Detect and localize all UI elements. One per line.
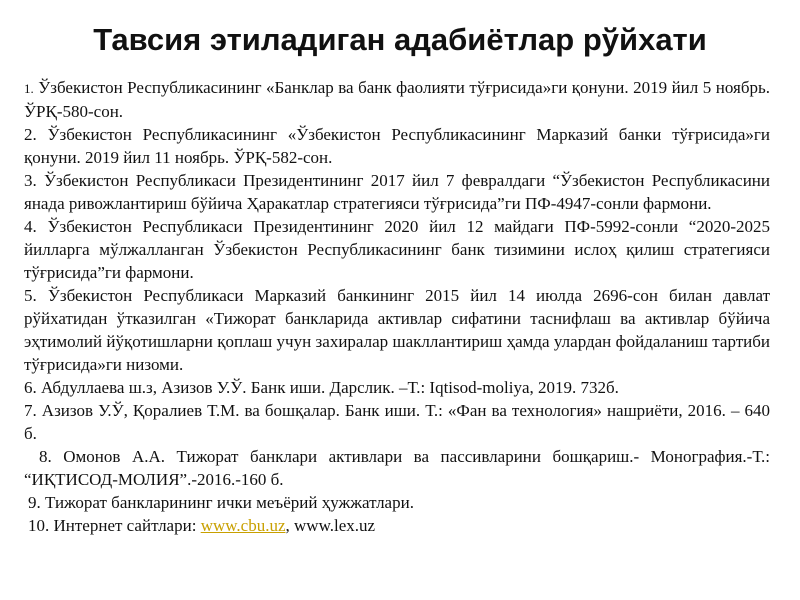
cbu-link[interactable]: www.cbu.uz [200, 516, 286, 535]
list-item [24, 514, 770, 537]
item-text: Абдуллаева ш.з, Азизов У.Ў. Банк иши. Дарслик. –Т.: Iqtisod-moliya, 2019. 732б. [41, 378, 619, 397]
page-title: Тавсия этиладиган адабиётлар рўйхати [93, 22, 707, 57]
item-number: 4. [24, 217, 37, 236]
lex-link[interactable]: www.lex.uz [294, 516, 376, 535]
item-number: 2. [24, 125, 37, 144]
list-item [24, 76, 770, 123]
item-number: 8. [39, 447, 52, 466]
item-text: Интернет сайтлари: [53, 516, 197, 535]
item-number: 3. [24, 171, 37, 190]
list-item [24, 215, 770, 284]
item-number: 1. [24, 81, 34, 96]
item-text: Азизов У.Ў, Қоралиев Т.М. ва бошқалар. Банк иши. Т.: «Фан ва технология» нашриёти, 2016. – 640 б. [24, 401, 770, 443]
item-text: Омонов А.А. Тижорат банклари активлари ва пассивларини бошқариш.- Монография.-Т.: “ИҚТИСОД-МОЛИЯ”.-2016.-160 б. [24, 447, 770, 489]
item-text: Ўзбекистон Республикаси Марказий банкининг 2015 йил 14 июлда 2696-сон билан давлат рўйхатидан ўтказилган «Тижорат банкларида активлар сифатини таснифлаш ва активлар бўйича эҳтимолий йўқотишларни қоплаш учун захиралар шакллантириш ҳамда улардан фойдаланиш тартиби тўғрисида»ги низоми. [24, 286, 770, 374]
item-number: 6. [24, 378, 37, 397]
item-number: 9. [28, 493, 41, 512]
item-text: Ўзбекистон Республикасининг «Банклар ва банк фаолияти тўғрисида»ги қонуни. 2019 йил 5 ноябрь. ЎРҚ-580-сон. [24, 78, 770, 121]
list-item [24, 284, 770, 376]
item-number: 5. [24, 286, 37, 305]
item-text: Ўзбекистон Республикаси Президентининг 2020 йил 12 майдаги ПФ-5992-сонли “2020-2025 йилларга мўлжалланган Ўзбекистон Республикасининг банк тизимини ислоҳ қилиш стратегияси тўғрисида”ги фармони. [24, 217, 770, 282]
item-number: 10. [28, 516, 50, 535]
list-item [24, 169, 770, 215]
item-number: 7. [24, 401, 37, 420]
list-item [24, 123, 770, 169]
list-item [24, 376, 770, 399]
literature-list [24, 76, 770, 537]
item-text: Тижорат банкларининг ички меъёрий ҳужжатлари. [45, 493, 414, 512]
list-item [24, 399, 770, 445]
item-text: Ўзбекистон Республикасининг «Ўзбекистон Республикасининг Марказий банки тўғрисида»ги қонуни. 2019 йил 11 ноябрь. ЎРҚ-582-сон. [24, 125, 771, 167]
link-separator: , [285, 516, 290, 535]
item-text: Ўзбекистон Республикаси Президентининг 2017 йил 7 февралдаги “Ўзбекистон Республикасини янада ривожлантириш бўйича Ҳаракатлар стратегияси тўғрисида”ги ПФ-4947-сонли фармони. [24, 171, 771, 213]
list-item [24, 445, 770, 491]
list-item [24, 491, 770, 514]
